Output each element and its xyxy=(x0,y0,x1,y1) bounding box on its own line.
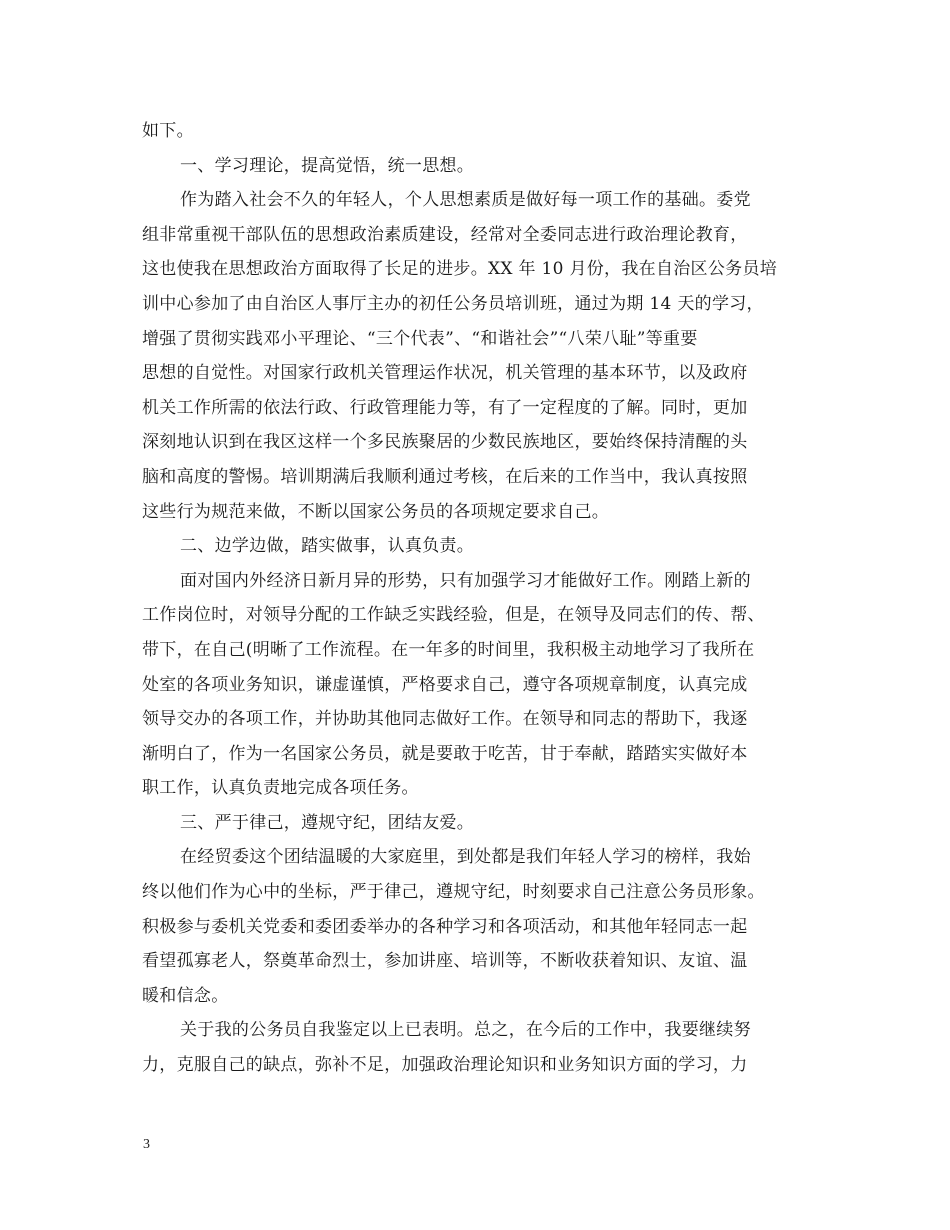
text-line: 积极参与委机关党委和委团委举办的各种学习和各项活动，和其他年轻同志一起 xyxy=(142,916,748,937)
text-line: 工作岗位时，对领导分配的工作缺乏实践经验，但是，在领导及同志们的传、帮、 xyxy=(142,605,765,626)
section-heading: 三、严于律己，遵规守纪，团结友爱。 xyxy=(180,812,475,833)
text-line: 职工作，认真负责地完成各项任务。 xyxy=(142,778,419,799)
text-line: 渐明白了，作为一名国家公务员，就是要敢于吃苦，甘于奉献，踏踏实实做好本 xyxy=(142,743,748,764)
text-line: 这些行为规范来做，不断以国家公务员的各项规定要求自己。 xyxy=(142,501,610,522)
section-heading: 二、边学边做，踏实做事，认真负责。 xyxy=(180,536,475,557)
text-line: 力，克服自己的缺点，弥补不足，加强政治理论知识和业务知识方面的学习，力 xyxy=(142,1055,748,1076)
text-line: 看望孤寡老人，祭奠革命烈士，参加讲座、培训等，不断收获着知识、友谊、温 xyxy=(142,951,748,972)
text-line: 深刻地认识到在我区这样一个多民族聚居的少数民族地区，要始终保持清醒的头 xyxy=(142,432,748,453)
text-line: 暖和信念。 xyxy=(142,985,229,1006)
text-line: 增强了贯彻实践邓小平理论、“三个代表”、“和谐社会”“八荣八耻”等重要 xyxy=(142,328,698,349)
text-line: 面对国内外经济日新月异的形势，只有加强学习才能做好工作。刚踏上新的 xyxy=(180,570,751,591)
text-line: 关于我的公务员自我鉴定以上已表明。总之，在今后的工作中，我要继续努 xyxy=(180,1020,751,1041)
text-line: 作为踏入社会不久的年轻人，个人思想素质是做好每一项工作的基础。委党 xyxy=(180,190,751,211)
text-line: 带下，在自己(明晰了工作流程。在一年多的时间里，我积极主动地学习了我所在 xyxy=(142,639,755,660)
text-line: 组非常重视干部队伍的思想政治素质建设，经常对全委同志进行政治理论教育， xyxy=(142,224,748,245)
document-body xyxy=(142,114,820,1083)
text-line: 训中心参加了由自治区人事厅主办的初任公务员培训班，通过为期 14 天的学习， xyxy=(142,293,764,314)
text-line: 脑和高度的警惕。培训期满后我顺利通过考核，在后来的工作当中，我认真按照 xyxy=(142,466,748,487)
text-line: 如下。 xyxy=(142,121,194,141)
text-line: 终以他们作为心中的坐标，严于律己，遵规守纪，时刻要求自己注意公务员形象。 xyxy=(142,882,765,903)
text-line: 在经贸委这个团结温暖的大家庭里，到处都是我们年轻人学习的榜样，我始 xyxy=(180,847,751,868)
text-line: 机关工作所需的依法行政、行政管理能力等，有了一定程度的了解。同时，更加 xyxy=(142,397,748,418)
text-line: 这也使我在思想政治方面取得了长足的进步。XX 年 10 月份，我在自治区公务员培 xyxy=(142,259,778,280)
page-number: 3 xyxy=(143,1137,150,1152)
text-line: 领导交办的各项工作，并协助其他同志做好工作。在领导和同志的帮助下，我逐 xyxy=(142,709,748,730)
text-line: 处室的各项业务知识，谦虚谨慎，严格要求自己，遵守各项规章制度，认真完成 xyxy=(142,674,748,695)
section-heading: 一、学习理论，提高觉悟，统一思想。 xyxy=(180,155,475,176)
text-line: 思想的自觉性。对国家行政机关管理运作状况，机关管理的基本环节，以及政府 xyxy=(142,363,748,384)
